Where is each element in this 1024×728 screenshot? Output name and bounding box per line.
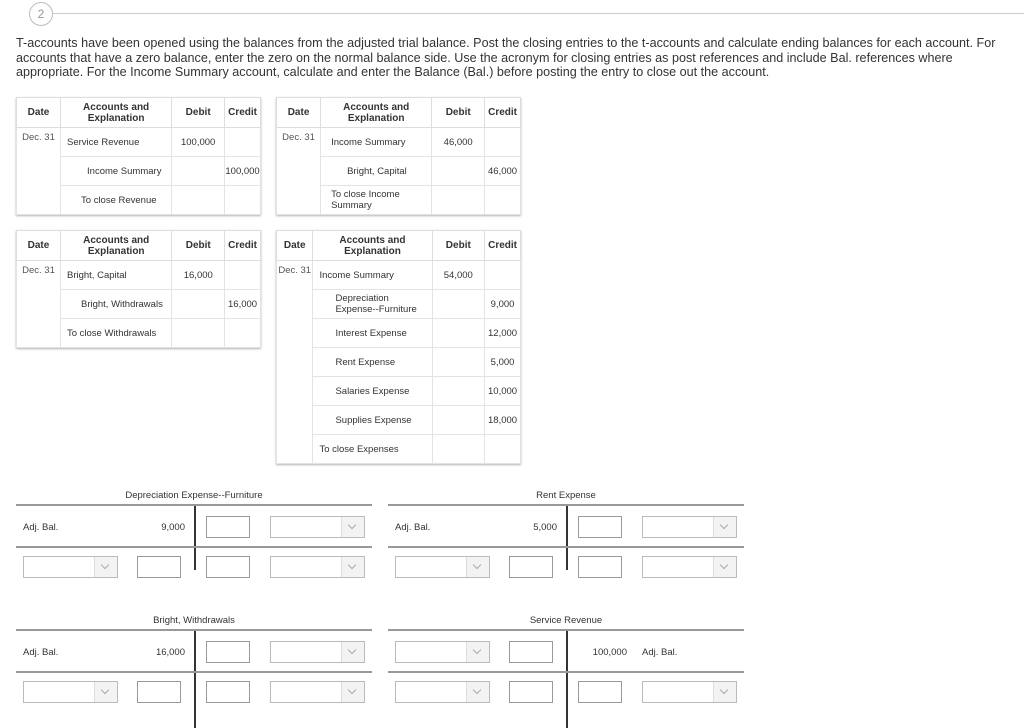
- credit-amount: 46,000: [485, 157, 521, 186]
- chevron-down-icon: [713, 557, 736, 577]
- chevron-down-icon: [466, 682, 489, 702]
- entry-date: Dec. 31: [277, 261, 313, 464]
- credit-header: Credit: [225, 98, 261, 128]
- chevron-down-icon: [341, 642, 364, 662]
- entry-date: Dec. 31: [277, 128, 321, 215]
- adj-bal-label: Adj. Bal.: [395, 522, 431, 533]
- credit-header: Credit: [485, 98, 521, 128]
- adj-bal-value: 100,000: [592, 647, 627, 658]
- account-name: Salaries Expense: [313, 377, 432, 406]
- debit-amount-input[interactable]: [509, 681, 553, 703]
- taccount-balance-rule: [16, 671, 372, 673]
- account-name: Income Summary: [313, 261, 432, 290]
- debit-reference-select[interactable]: [23, 556, 118, 578]
- adj-bal-label: Adj. Bal.: [642, 647, 678, 658]
- account-name: Bright, Withdrawals: [60, 290, 171, 319]
- taccount-title: Service Revenue: [529, 615, 603, 626]
- credit-amount: 9,000: [485, 290, 521, 319]
- debit-amount: [172, 290, 225, 319]
- debit-amount: [432, 348, 485, 377]
- debit-amount: 100,000: [172, 128, 225, 157]
- credit-amount-input[interactable]: [578, 556, 622, 578]
- account-name: Interest Expense: [313, 319, 432, 348]
- debit-amount: [432, 377, 485, 406]
- entry-date: Dec. 31: [17, 261, 61, 348]
- debit-reference-select[interactable]: [395, 641, 490, 663]
- entry-explanation: To close Withdrawals: [60, 319, 171, 348]
- journal-close-expenses: [276, 230, 521, 464]
- taccount-service-revenue: [388, 615, 744, 728]
- debit-header: Debit: [432, 98, 485, 128]
- taccount-rent-expense: [388, 490, 744, 590]
- taccount-center-rule: [194, 506, 196, 570]
- taccount-center-rule: [566, 506, 568, 570]
- credit-reference-select[interactable]: [270, 556, 365, 578]
- credit-amount: [225, 261, 261, 290]
- credit-amount: 16,000: [225, 290, 261, 319]
- debit-amount: 16,000: [172, 261, 225, 290]
- account-name: Supplies Expense: [313, 406, 432, 435]
- journal-close-income-summary: [276, 97, 521, 215]
- journal-close-withdrawals: [16, 230, 261, 348]
- credit-amount: [225, 186, 261, 215]
- debit-amount: [432, 186, 485, 215]
- account-name: Service Revenue: [61, 128, 172, 157]
- adj-bal-value: 9,000: [161, 522, 185, 533]
- taccount-depreciation-expense: [16, 490, 372, 590]
- adj-bal-value: 16,000: [155, 647, 185, 658]
- credit-amount: [225, 319, 261, 348]
- debit-amount-input[interactable]: [509, 641, 553, 663]
- credit-header: Credit: [225, 231, 261, 261]
- credit-amount: [485, 261, 521, 290]
- accounts-header: Accounts and Explanation: [313, 231, 432, 261]
- debit-amount-input[interactable]: [137, 681, 181, 703]
- account-name: Income Summary: [61, 157, 172, 186]
- date-header: Date: [277, 98, 321, 128]
- debit-reference-select[interactable]: [395, 556, 490, 578]
- adj-bal-label: Adj. Bal.: [23, 522, 59, 533]
- taccount-title: Bright, Withdrawals: [153, 615, 235, 626]
- credit-amount: [225, 128, 261, 157]
- account-name: Bright, Capital: [321, 157, 432, 186]
- chevron-down-icon: [466, 557, 489, 577]
- adj-bal-label: Adj. Bal.: [23, 647, 59, 658]
- debit-reference-select[interactable]: [23, 681, 118, 703]
- credit-amount: 100,000: [225, 157, 261, 186]
- taccount-bright-withdrawals: [16, 615, 372, 728]
- credit-reference-select[interactable]: [270, 516, 365, 538]
- date-header: Date: [17, 231, 61, 261]
- entry-explanation: To close Expenses: [313, 435, 432, 464]
- debit-reference-select[interactable]: [395, 681, 490, 703]
- chevron-down-icon: [94, 557, 117, 577]
- taccount-balance-rule: [388, 671, 744, 673]
- chevron-down-icon: [341, 517, 364, 537]
- debit-amount: [432, 435, 485, 464]
- entry-explanation: To close Revenue: [61, 186, 172, 215]
- account-name: Depreciation Expense--Furniture: [313, 290, 432, 319]
- credit-amount: 5,000: [485, 348, 521, 377]
- debit-amount: [432, 319, 485, 348]
- chevron-down-icon: [713, 517, 736, 537]
- adj-bal-value: 5,000: [533, 522, 557, 533]
- accounts-header: Accounts and Explanation: [60, 231, 171, 261]
- credit-amount-input[interactable]: [206, 681, 250, 703]
- debit-amount: [172, 186, 225, 215]
- taccount-title: Rent Expense: [536, 490, 596, 501]
- taccount-balance-rule: [388, 546, 744, 548]
- debit-header: Debit: [432, 231, 485, 261]
- account-name: Bright, Capital: [60, 261, 171, 290]
- entry-explanation: To close Income Summary: [321, 186, 432, 215]
- journal-close-revenue: [16, 97, 261, 215]
- debit-amount: [172, 319, 225, 348]
- debit-amount-input[interactable]: [137, 556, 181, 578]
- credit-amount: 18,000: [485, 406, 521, 435]
- credit-amount: 12,000: [485, 319, 521, 348]
- debit-amount: [432, 157, 485, 186]
- debit-amount: [432, 406, 485, 435]
- taccount-center-rule: [566, 631, 568, 728]
- debit-amount: [172, 157, 225, 186]
- credit-reference-select[interactable]: [270, 681, 365, 703]
- question-number: 2: [29, 2, 53, 26]
- credit-amount: [485, 435, 521, 464]
- credit-amount-input[interactable]: [206, 516, 250, 538]
- credit-amount-input[interactable]: [578, 681, 622, 703]
- divider: [52, 13, 1024, 14]
- credit-amount: 10,000: [485, 377, 521, 406]
- chevron-down-icon: [341, 682, 364, 702]
- credit-reference-select[interactable]: [270, 641, 365, 663]
- credit-reference-select[interactable]: [642, 516, 737, 538]
- account-name: Rent Expense: [313, 348, 432, 377]
- debit-amount: [432, 290, 485, 319]
- instructions-text: T-accounts have been opened using the balances from the adjusted trial balance. Post the closing entries to the t-accounts and calculate ending balances for each account. For accounts that have a zero balance, enter the zero on the normal balance side. Use the acronym for closing entries as post references and include Bal. references where appropriate. For the Income Summary account, calculate and enter the Balance (Bal.) before posting the entry to close out the account.: [16, 36, 996, 80]
- credit-header: Credit: [485, 231, 521, 261]
- debit-amount: 46,000: [432, 128, 485, 157]
- chevron-down-icon: [94, 682, 117, 702]
- credit-reference-select[interactable]: [642, 681, 737, 703]
- debit-header: Debit: [172, 231, 225, 261]
- credit-amount-input[interactable]: [206, 641, 250, 663]
- credit-amount: [485, 186, 521, 215]
- date-header: Date: [17, 98, 61, 128]
- credit-reference-select[interactable]: [642, 556, 737, 578]
- debit-amount: 54,000: [432, 261, 485, 290]
- debit-amount-input[interactable]: [509, 556, 553, 578]
- date-header: Date: [277, 231, 313, 261]
- debit-header: Debit: [172, 98, 225, 128]
- credit-amount: [485, 128, 521, 157]
- taccount-title: Depreciation Expense--Furniture: [125, 490, 263, 501]
- account-name: Income Summary: [321, 128, 432, 157]
- credit-amount-input[interactable]: [206, 556, 250, 578]
- chevron-down-icon: [341, 557, 364, 577]
- credit-amount-input[interactable]: [578, 516, 622, 538]
- entry-date: Dec. 31: [17, 128, 61, 215]
- taccount-balance-rule: [16, 546, 372, 548]
- chevron-down-icon: [713, 682, 736, 702]
- chevron-down-icon: [466, 642, 489, 662]
- accounts-header: Accounts and Explanation: [321, 98, 432, 128]
- taccount-center-rule: [194, 631, 196, 728]
- accounts-header: Accounts and Explanation: [61, 98, 172, 128]
